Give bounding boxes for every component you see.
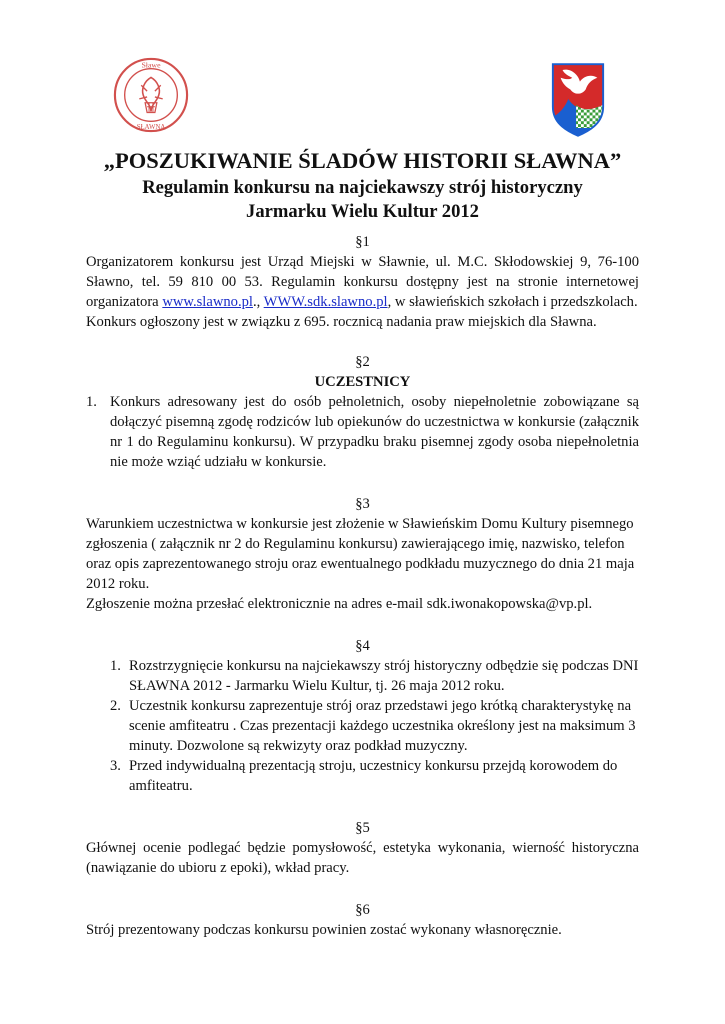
seal-top-text: Sławe (141, 60, 161, 70)
section-4-mark: §4 (355, 638, 370, 654)
list-item (86, 656, 639, 696)
section-5-mark: §5 (355, 820, 370, 836)
section-1-mark: §1 (355, 234, 370, 250)
list-number: 3. (110, 758, 121, 774)
section-6-mark: §6 (355, 902, 370, 918)
subtitle-line-2: Jarmarku Wielu Kultur 2012 (246, 201, 479, 222)
section-1-anniversary: Konkurs ogłoszony jest w związku z 695. rocznicą nadania praw miejskich dla Sławna. (86, 314, 597, 330)
document-body (86, 232, 639, 940)
section-2-mark: §2 (355, 354, 370, 370)
list-text: Przed indywidualną prezentacją stroju, uczestnicy konkursu przejdą korowodem do amfiteatru. (129, 758, 618, 794)
list-item (86, 696, 639, 756)
town-seal-icon (112, 56, 190, 134)
section-3-paragraph: Warunkiem uczestnictwa w konkursie jest złożenie w Sławieńskim Domu Kultury pisemnego zgłoszenia ( załącznik nr 2 do Regulaminu konkursu) zawierającego imię, nazwisko, telefon oraz opis zaprezentowanego stroju oraz ewentualnego podkładu muzycznego do dnia 21 maja 2012 roku. (86, 516, 635, 592)
link-slawno[interactable]: www.slawno.pl (162, 294, 253, 310)
section-2-list (86, 392, 639, 472)
section-6-paragraph: Strój prezentowany podczas konkursu powinien zostać wykonany własnoręcznie. (86, 922, 562, 938)
section-1-paragraph (86, 252, 639, 312)
subtitle-line-1: Regulamin konkursu na najciekawszy strój historyczny (142, 177, 583, 198)
coat-of-arms-icon (549, 60, 607, 138)
page-title: „POSZUKIWANIE ŚLADÓW HISTORII SŁAWNA” (103, 148, 622, 173)
list-number: 2. (110, 698, 121, 714)
list-text: Rozstrzygnięcie konkursu na najciekawszy strój historyczny odbędzie się podczas DNI SŁAWNA 2012 - Jarmarku Wielu Kultur, tj. 26 maja 2012 roku. (129, 658, 639, 694)
header (0, 146, 725, 224)
list-text: Konkurs adresowany jest do osób pełnoletnich, osoby niepełnoletnie zobowiązane są dołączyć pisemną zgodę rodziców lub opiekunów do uczestnictwa w konkursie (załącznik nr 1 do Regulaminu konkursu). W przypadku braku pisemnej zgody osoba niepełnoletnia nie może wziąć udziału w konkursie. (110, 394, 639, 470)
seal-bottom-text: SŁAWNA (136, 124, 166, 132)
section-1-text-b: ., (252, 294, 264, 310)
section-1-text-a: Organizatorem konkursu jest Urząd Miejski w Sławnie, ul. M.C. Skłodowskiej 9, 76-100 Sławno, tel. 59 810 00 53. Regulamin konkursu dostępny jest na stronie internetowej organizatora (86, 254, 639, 310)
section-1-text-c: , w sławieńskich szkołach i przedszkolach. (387, 294, 638, 310)
list-item (86, 392, 639, 472)
list-text: Uczestnik konkursu zaprezentuje strój oraz przedstawi jego krótką charakterystykę na scenie amfiteatru . Czas prezentacji każdego uczestnika określony jest na maksimum 3 minuty. Dozwolone są rekwizyty oraz podkład muzyczny. (129, 698, 636, 754)
section-3-mark: §3 (355, 496, 370, 512)
section-3-email: Zgłoszenie można przesłać elektronicznie na adres e-mail sdk.iwonakopowska@vp.pl. (86, 596, 593, 612)
list-item (86, 756, 639, 796)
section-5-paragraph: Głównej ocenie podlegać będzie pomysłowość, estetyka wykonania, wierność historyczna (nawiązanie do ubioru z epoki), wkład pracy. (86, 840, 639, 876)
section-4-list (86, 656, 639, 796)
link-sdk-slawno[interactable]: WWW.sdk.slawno.pl (263, 294, 388, 310)
list-number: 1. (110, 658, 121, 674)
list-number: 1. (86, 394, 97, 410)
section-2-title: UCZESTNICY (314, 374, 411, 390)
